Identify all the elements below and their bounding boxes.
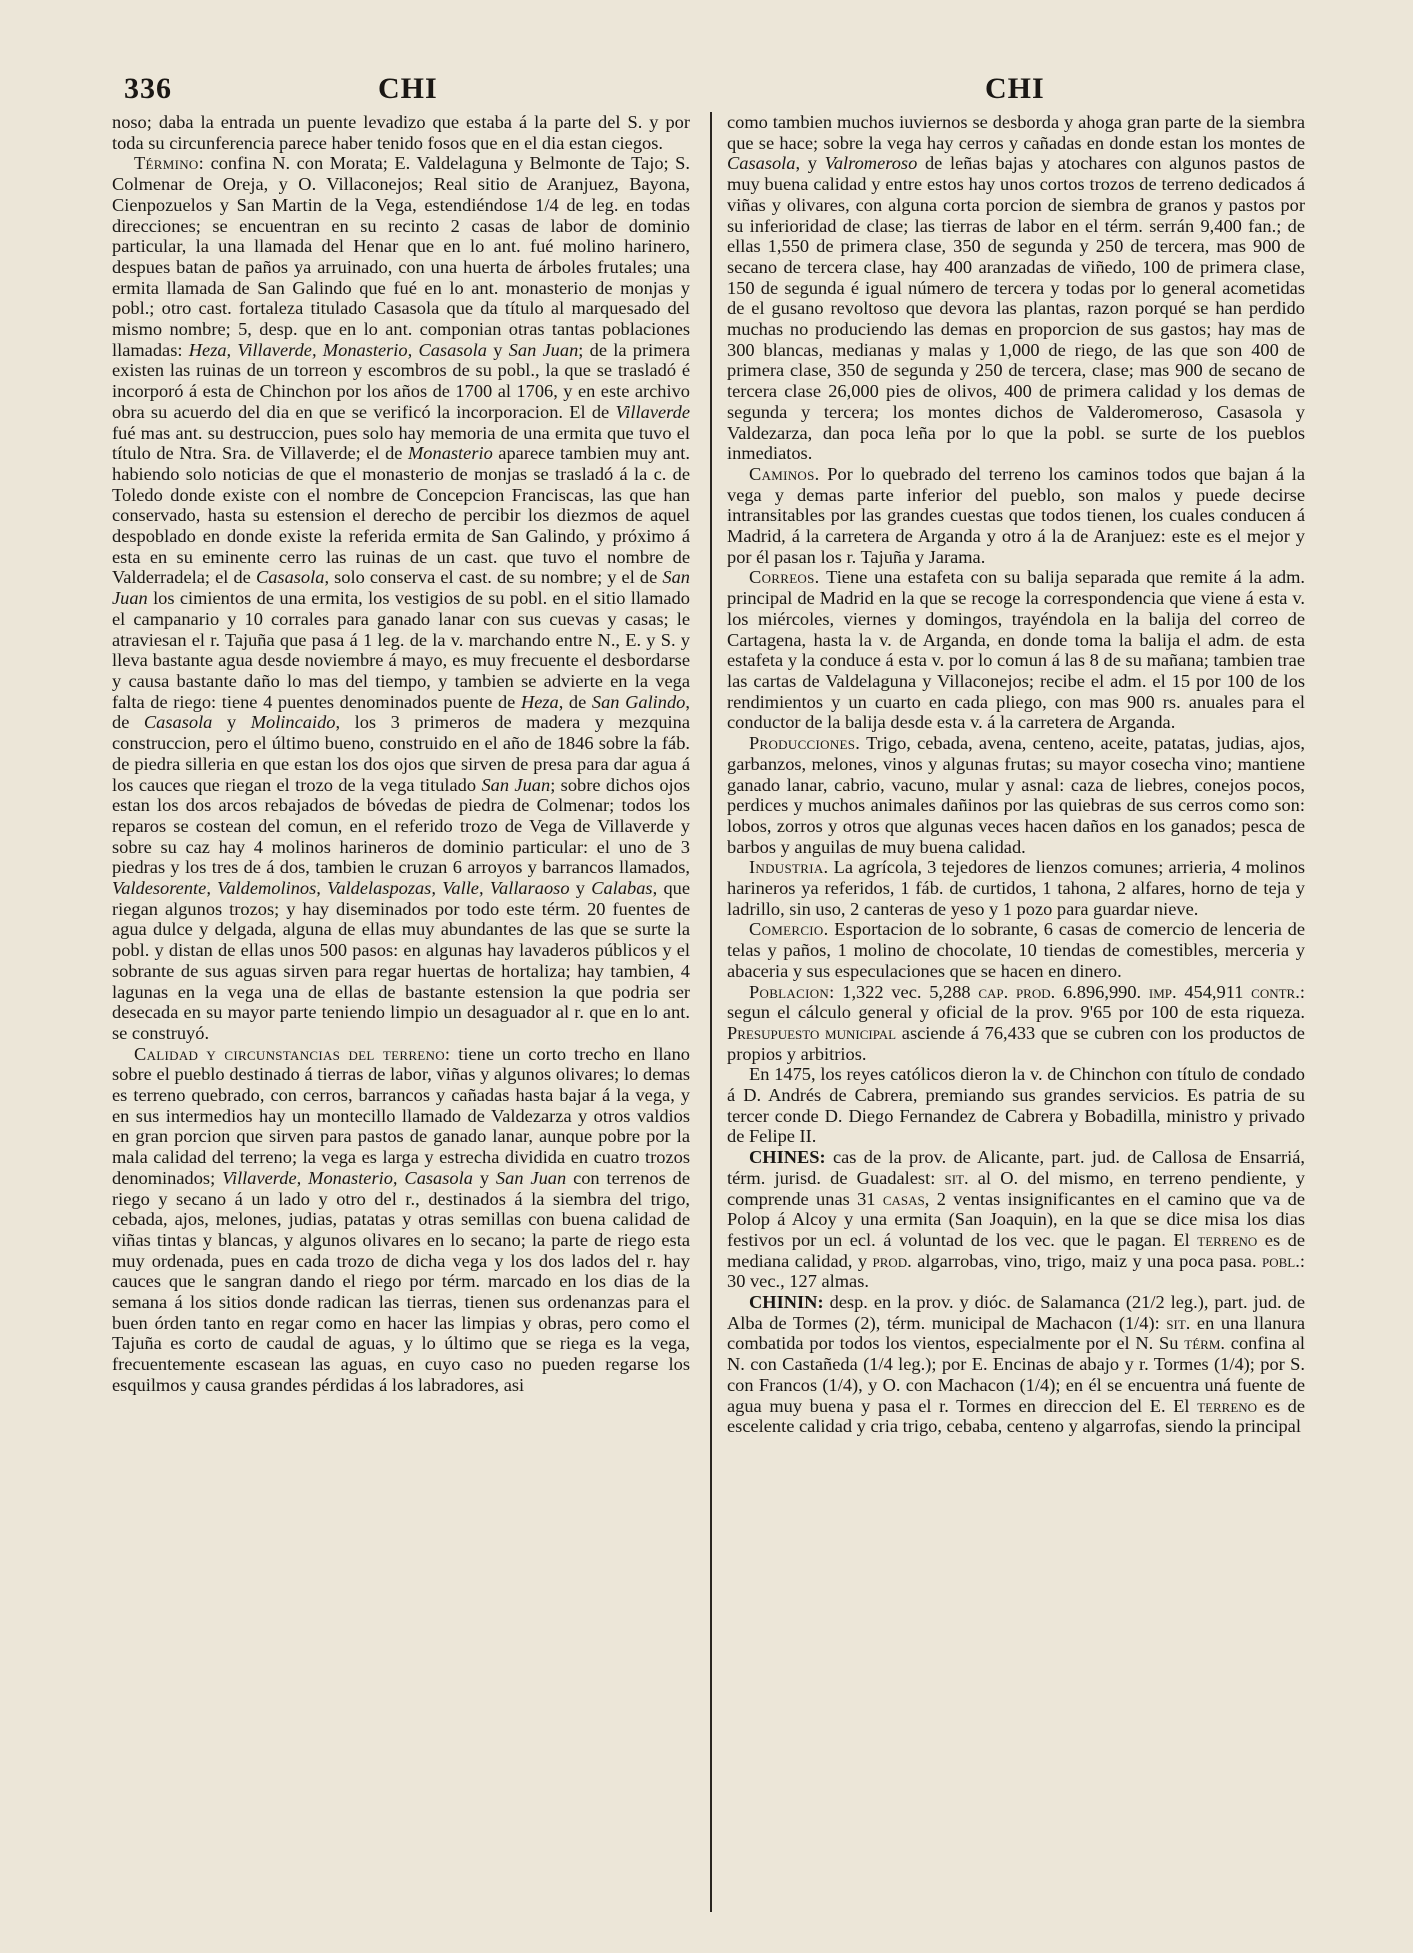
entry-chinin: CHININ: desp. en la prov. y dióc. de Salamanca (21/2 leg.), part. jud. de Alba de Tormes (2), térm. municipal de Machacon (1/4): sit. en una llanura combatida por todos los vientos, especialmente por el N. Su térm. confina al N. con Castañeda (1/4 leg.); por E. Encinas de abajo y r. Tormes (1/4); por S. con Francos (1/4), y O. con Machacon (1/4); en él se encuentra uná fuente de agua muy buena y pasa el r. Tormes en direccion del E. El terreno es de escelente calidad y cria trigo, cebaba, centeno y algarrofas, siendo la principal [727,1292,1305,1437]
entry-headword: CHININ: [749,1292,824,1313]
section-label: Industria. [749,857,829,878]
column-divider [710,112,712,1912]
page-number: 336 [124,72,172,105]
running-head-left: CHI [378,72,438,105]
section-label: Caminos. [749,463,820,484]
right-column [727,112,1305,1927]
entry-chines: CHINES: cas de la prov. de Alicante, part. jud. de Callosa de Ensarriá, térm. jurisd. de Guadalest: sit. al O. del mismo, en terreno pendiente, y comprende unas 31 casas, 2 ventas insignificantes en el camino que va de Polop á Alcoy y una ermita (San Joaquin), en la que se dice misa los dias festivos por un ecl. á voluntad de los vec. que le pagan. El terreno es de mediana calidad, y prod. algarrobas, vino, trigo, maiz y una poca pasa. pobl.: 30 vec., 127 almas. [727,1147,1305,1292]
section-label: Comercio. [749,919,829,940]
paragraph: como tambien muchos iuviernos se desborda y ahoga gran parte de la siembra que se hace; sobre la vega hay cerros y cañadas en donde estan los montes de Casasola, y Valromeroso de leñas bajas y atochares con algunos pastos de muy buena calidad y entre estos hay unos cortos trozos de terreno dedicados á viñas y olivares, con alguna corta porcion de siembra de granos y pastos por su inferioridad de clase; las tierras de labor en el térm. serrán 9,400 fan.; de ellas 1,550 de primera clase, 350 de segunda y 250 de tercera, mas 900 de secano de tercera clase, hay 400 aranzadas de viñedo, 100 de primera clase, 150 de segunda é igual número de tercera y todas por lo general acometidas de el gusano revoltoso que devora las plantas, razon porqué se han perdido muchas no produciendo las demas en proporcion de sus gastos; hay mas de 300 blancas, medianas y malas y 1,000 de riego, de las que son 400 de primera clase, 350 de segunda y 250 de tercera, clase; mas 900 de secano de tercera clase 26,000 pies de olivos, 400 de primera calidad y los demas de segunda y tercera; los montes dichos de Valderomeroso, Casasola y Valdezarza, dan poca leña por lo que la pobl. se surte de los pueblos inmediatos. [727,112,1305,464]
section-label: Producciones. [749,733,861,754]
paragraph-comercio: Comercio. Esportacion de lo sobrante, 6 casas de comercio de lenceria de telas y paños, 1 molino de chocolate, 10 tiendas de comestibles, merceria y abaceria y sus especulaciones que se hacen en dinero. [727,919,1305,981]
paragraph: noso; daba la entrada un puente levadizo que estaba á la parte del S. y por toda su circunferencia parece haber tenido fosos que en el dia estan ciegos. [112,112,690,153]
paragraph-producciones: Producciones. Trigo, cebada, avena, centeno, aceite, patatas, judias, ajos, garbanzos, melones, vinos y algunas frutas; su mayor cosecha vino; mantiene ganado lanar, cabrio, vacuno, mular y asnal: caza de liebres, conejos pocos, perdices y muchos animales dañinos por las quiebras de sus cerros como son: lobos, zorros y otros que algunas veces hacen daños en los ganados; pesca de barbos y anguilas de muy buena calidad. [727,733,1305,857]
entry-headword: CHINES: [749,1147,826,1168]
section-label: Calidad y circunstancias del terreno: [134,1043,451,1064]
paragraph-correos: Correos. Tiene una estafeta con su balija separada que remite á la adm. principal de Madrid en la que se recoge la correspondencia que viene á esta v. los miércoles, viernes y domingos, trayéndola en la balija del correo de Cartagena, hasta la v. de Arganda, en donde toma la balija el adm. de esta estafeta y la conduce á esta v. por lo comun á las 8 de su mañana; tambien trae las cartas de Valdelaguna y Villaconejos; recibe el adm. el 15 por 100 de los rendimientos y un cuarto en cada pliego, con mas 900 rs. anuales para el conductor de la balija desde esta v. á la carretera de Arganda. [727,567,1305,733]
left-column [112,112,690,1927]
paragraph-termino: Término: confina N. con Morata; E. Valdelaguna y Belmonte de Tajo; S. Colmenar de Oreja, y O. Villaconejos; Real sitio de Aranjuez, Bayona, Cienpozuelos y San Martin de la Vega, estendiéndose 1/4 de leg. en todas direcciones; se encuentran en su recinto 2 casas de labor de dominio particular, la una llamada del Henar que en lo ant. fué molino harinero, despues batan de paños ya arruinado, con una huerta de árboles frutales; una ermita llamada de San Galindo que fué en lo ant. monasterio de monjas y pobl.; otro cast. fortaleza titulado Casasola que da título al marquesado del mismo nombre; 5, desp. que en lo ant. componian otras tantas poblaciones llamadas: Heza, Villaverde, Monasterio, Casasola y San Juan; de la primera existen las ruinas de un torreon y escombros de su pobl., la que se trasladó é incorporó á esta de Chinchon por los años de 1700 al 1706, y en este archivo obra su acuerdo del dia en que se verificó la incorporacion. El de Villaverde fué mas ant. su destruccion, pues solo hay memoria de una ermita que tuvo el título de Ntra. Sra. de Villaverde; el de Monasterio aparece tambien muy ant. habiendo solo noticias de que el monasterio de monjas se trasladó á la c. de Toledo donde existe con el nombre de Concepcion Franciscas, las que han conservado, hasta su estension el derecho de percibir los diezmos de aquel despoblado en donde existe la referida ermita de San Galindo, y próximo á esta en su eminente cerro las ruinas de un cast. que tuvo el nombre de Valderradela; el de Casasola, solo conserva el cast. de su nombre; y el de San Juan los cimientos de una ermita, los vestigios de su pobl. en el sitio llamado el campanario y 10 corrales para ganado lanar con sus cuevas y casas; le atraviesan el r. Tajuña que pasa á 1 leg. de la v. marchando entre N., E. y S. y lleva bastante agua desde noviembre á mayo, es muy frecuente el desbordarse y causa bastante daño lo mas del tiempo, y tambien se advierte en la vega falta de riego: tiene 4 puentes denominados puente de Heza, de San Galindo, de Casasola y Molincaido, los 3 primeros de madera y mezquina construccion, pero el último bueno, construido en el año de 1846 sobre la fáb. de piedra silleria en que estan los dos ojos que sirven de presa para dar agua á los cauces que riegan el trozo de la vega titulado San Juan; sobre dichos ojos estan los dos arcos rebajados de bóvedas de piedra de Colmenar; todos los reparos se costean del comun, en el referido trozo de Vega de Villaverde y sobre su caz hay 4 molinos harineros de dominio particular: el uno de 3 piedras y los tres de á dos, tambien le cruzan 6 arroyos y barrancos llamados, Valdesorente, Valdemolinos, Valdelaspozas, Valle, Vallaraoso y Calabas, que riegan algunos trozos; y hay diseminados por todo este térm. 20 fuentes de agua dulce y delgada, alguna de ellas muy abundantes de las que se surte la pobl. y distan de ellas unos 500 pasos: en algunas hay lavaderos públicos y el sobrante de sus aguas sirven para regar huertas de hortaliza; hay tambien, 4 lagunas en la vega una de ellas de bastante estension la que podria ser desecada en su mayor parte teniendo limpio un desaguador al r. que en lo ant. se construyó. [112,153,690,1043]
paragraph-poblacion: Poblacion: 1,322 vec. 5,288 cap. prod. 6.896,990. imp. 454,911 contr.: segun el cálculo general y oficial de la prov. 9'65 por 100 de esta riqueza. Presupuesto municipal asciende á 76,433 que se cubren con los productos de propios y arbitrios. [727,981,1305,1064]
paragraph-calidad: Calidad y circunstancias del terreno: tiene un corto trecho en llano sobre el pueblo destinado á tierras de labor, viñas y algunos olivares; lo demas es terreno quebrado, con cerros, barrancos y cañadas hasta bajar á la vega, y en sus intermedios hay un montecillo llamado de Valdezarza y otros valdios en gran porcion que sirven para pastos de ganado lanar, aunque pobre por la mala calidad del terreno; la vega es larga y estrecha dividida en cuatro trozos denominados; Villaverde, Monasterio, Casasola y San Juan con terrenos de riego y secano á un lado y otro del r., destinados á la siembra del trigo, cebada, ajos, melones, judias, patatas y otras semillas con buena calidad de viñas tintas y blancas, y algunos olivares en lo secano; la parte de riego esta muy ordenada, pues en cada trozo de dicha vega y los dos lados del r. hay cauces que le sangran dando el riego por térm. marcado en los dias de la semana á los sitios donde radican las tierras, tienen sus ordenanzas para el buen órden tanto en regar como en hacer las limpias y obras, pero como el Tajuña es corto de caudal de aguas, y lo último que se riega es la vega, frecuentemente escasean las aguas, en cuyo caso no pueden regarse los esquilmos y causa grandes pérdidas á los labradores, asi [112,1043,690,1395]
section-label: Correos. [749,567,820,588]
section-label: Término: [134,153,205,174]
paragraph-industria: Industria. La agrícola, 3 tejedores de lienzos comunes; arrieria, 4 molinos harineros ya referidos, 1 fáb. de curtidos, 1 tahona, 2 alfares, horno de teja y ladrillo, sin uso, 2 canteras de yeso y 1 pozo para guardar nieve. [727,857,1305,919]
running-head-right: CHI [985,72,1045,105]
paragraph-caminos: Caminos. Por lo quebrado del terreno los caminos todos que bajan á la vega y demas parte inferior del pueblo, son malos y puede decirse intransitables por las grandes cuestas que todos tienen, los cuales conducen á Madrid, á la carretera de Arganda y otro á la de Aranjuez: este es el mejor y por él pasan los r. Tajuña y Jarama. [727,463,1305,567]
paragraph-historia: En 1475, los reyes católicos dieron la v. de Chinchon con título de condado á D. Andrés de Cabrera, premiando sus grandes servicios. Es patria de su tercer conde D. Diego Fernandez de Cabrera y Bobadilla, ministro y privado de Felipe II. [727,1064,1305,1147]
section-label: Poblacion: [749,981,835,1002]
